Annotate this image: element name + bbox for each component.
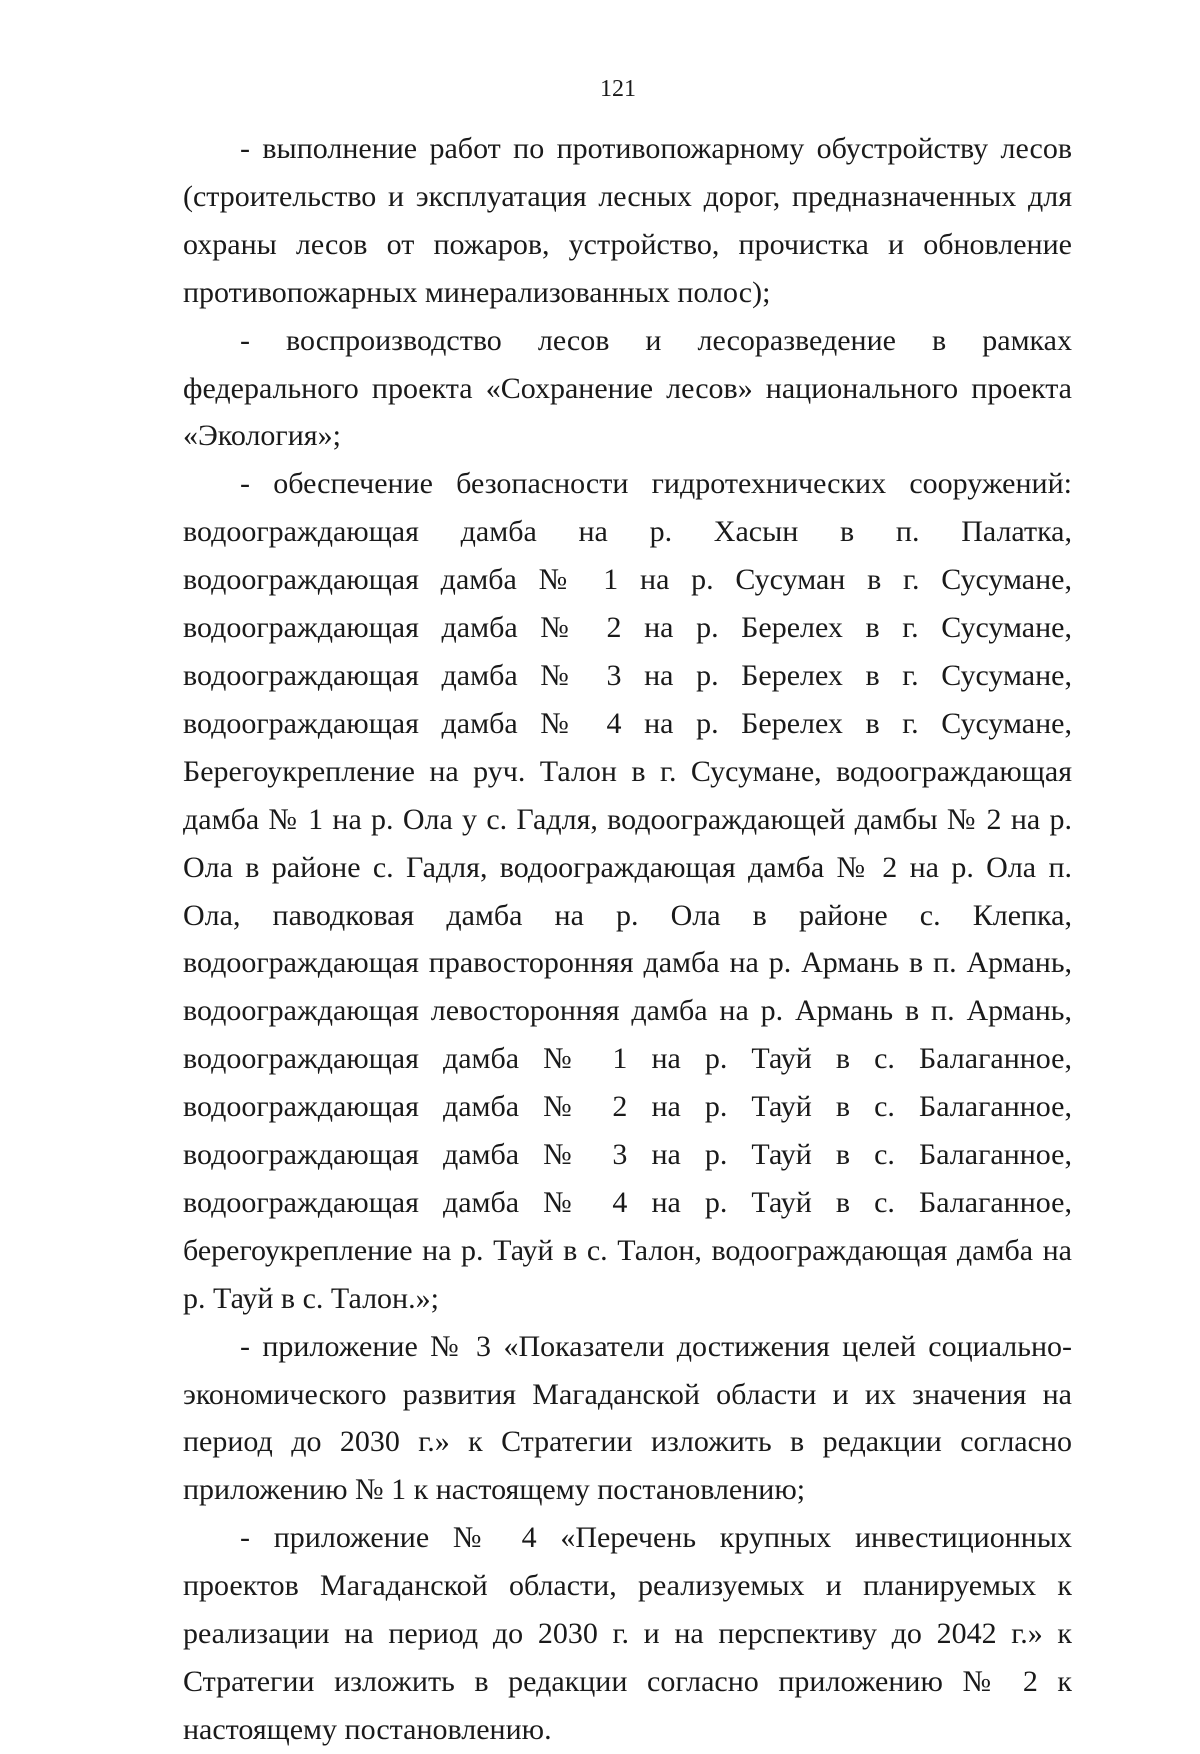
document-body [183, 125, 1072, 1754]
paragraph-fire-prevention: - выполнение работ по противопожарному обустройству лесов (строительство и эксплуатация лесных дорог, предназначенных для охраны лесов от пожаров, устройство, прочистка и обновление противопожарных минерализованных полос); [183, 132, 1072, 309]
paragraph-appendix-4: - приложение № 4 «Перечень крупных инвестиционных проектов Магаданской области, реализуемых и планируемых к реализации на период до 2030 г. и на перспективу до 2042 г.» к Стратегии изложить в редакции согласно приложению № 2 к настоящему постановлению. [183, 1521, 1072, 1746]
paragraph-hydraulic-structures: - обеспечение безопасности гидротехнических сооружений: водоограждающая дамба на р. Хасын в п. Палатка, водоограждающая дамба № 1 на р. Сусуман в г. Сусумане, водоограждающая дамба № 2 на р. Берелех в г. Сусумане, водоограждающая дамба № 3 на р. Берелех в г. Сусумане, водоограждающая дамба № 4 на р. Берелех в г. Сусумане, Берегоукрепление на руч. Талон в г. Сусумане, водоограждающая дамба № 1 на р. Ола у с. Гадля, водоограждающей дамбы № 2 на р. Ола в районе с. Гадля, водоограждающая дамба № 2 на р. Ола п. Ола, паводковая дамба на р. Ола в районе с. Клепка, водоограждающая правосторонняя дамба на р. Армань в п. Армань, водоограждающая левосторонняя дамба на р. Армань в п. Армань, водоограждающая дамба № 1 на р. Тауй в с. Балаганное, водоограждающая дамба № 2 на р. Тауй в с. Балаганное, водоограждающая дамба № 3 на р. Тауй в с. Балаганное, водоограждающая дамба № 4 на р. Тауй в с. Балаганное, берегоукрепление на р. Тауй в с. Талон, водоограждающая дамба на р. Тауй в с. Талон.»; [183, 467, 1072, 1315]
page-number: 121 [600, 76, 636, 102]
paragraph-forest-reproduction: - воспроизводство лесов и лесоразведение в рамках федерального проекта «Сохранение лесов» национального проекта «Экология»; [183, 323, 1072, 453]
paragraph-appendix-3: - приложение № 3 «Показатели достижения целей социально-экономического развития Магаданской области и их значения на период до 2030 г.» к Стратегии изложить в редакции согласно приложению № 1 к настоящему постановлению; [183, 1329, 1072, 1507]
